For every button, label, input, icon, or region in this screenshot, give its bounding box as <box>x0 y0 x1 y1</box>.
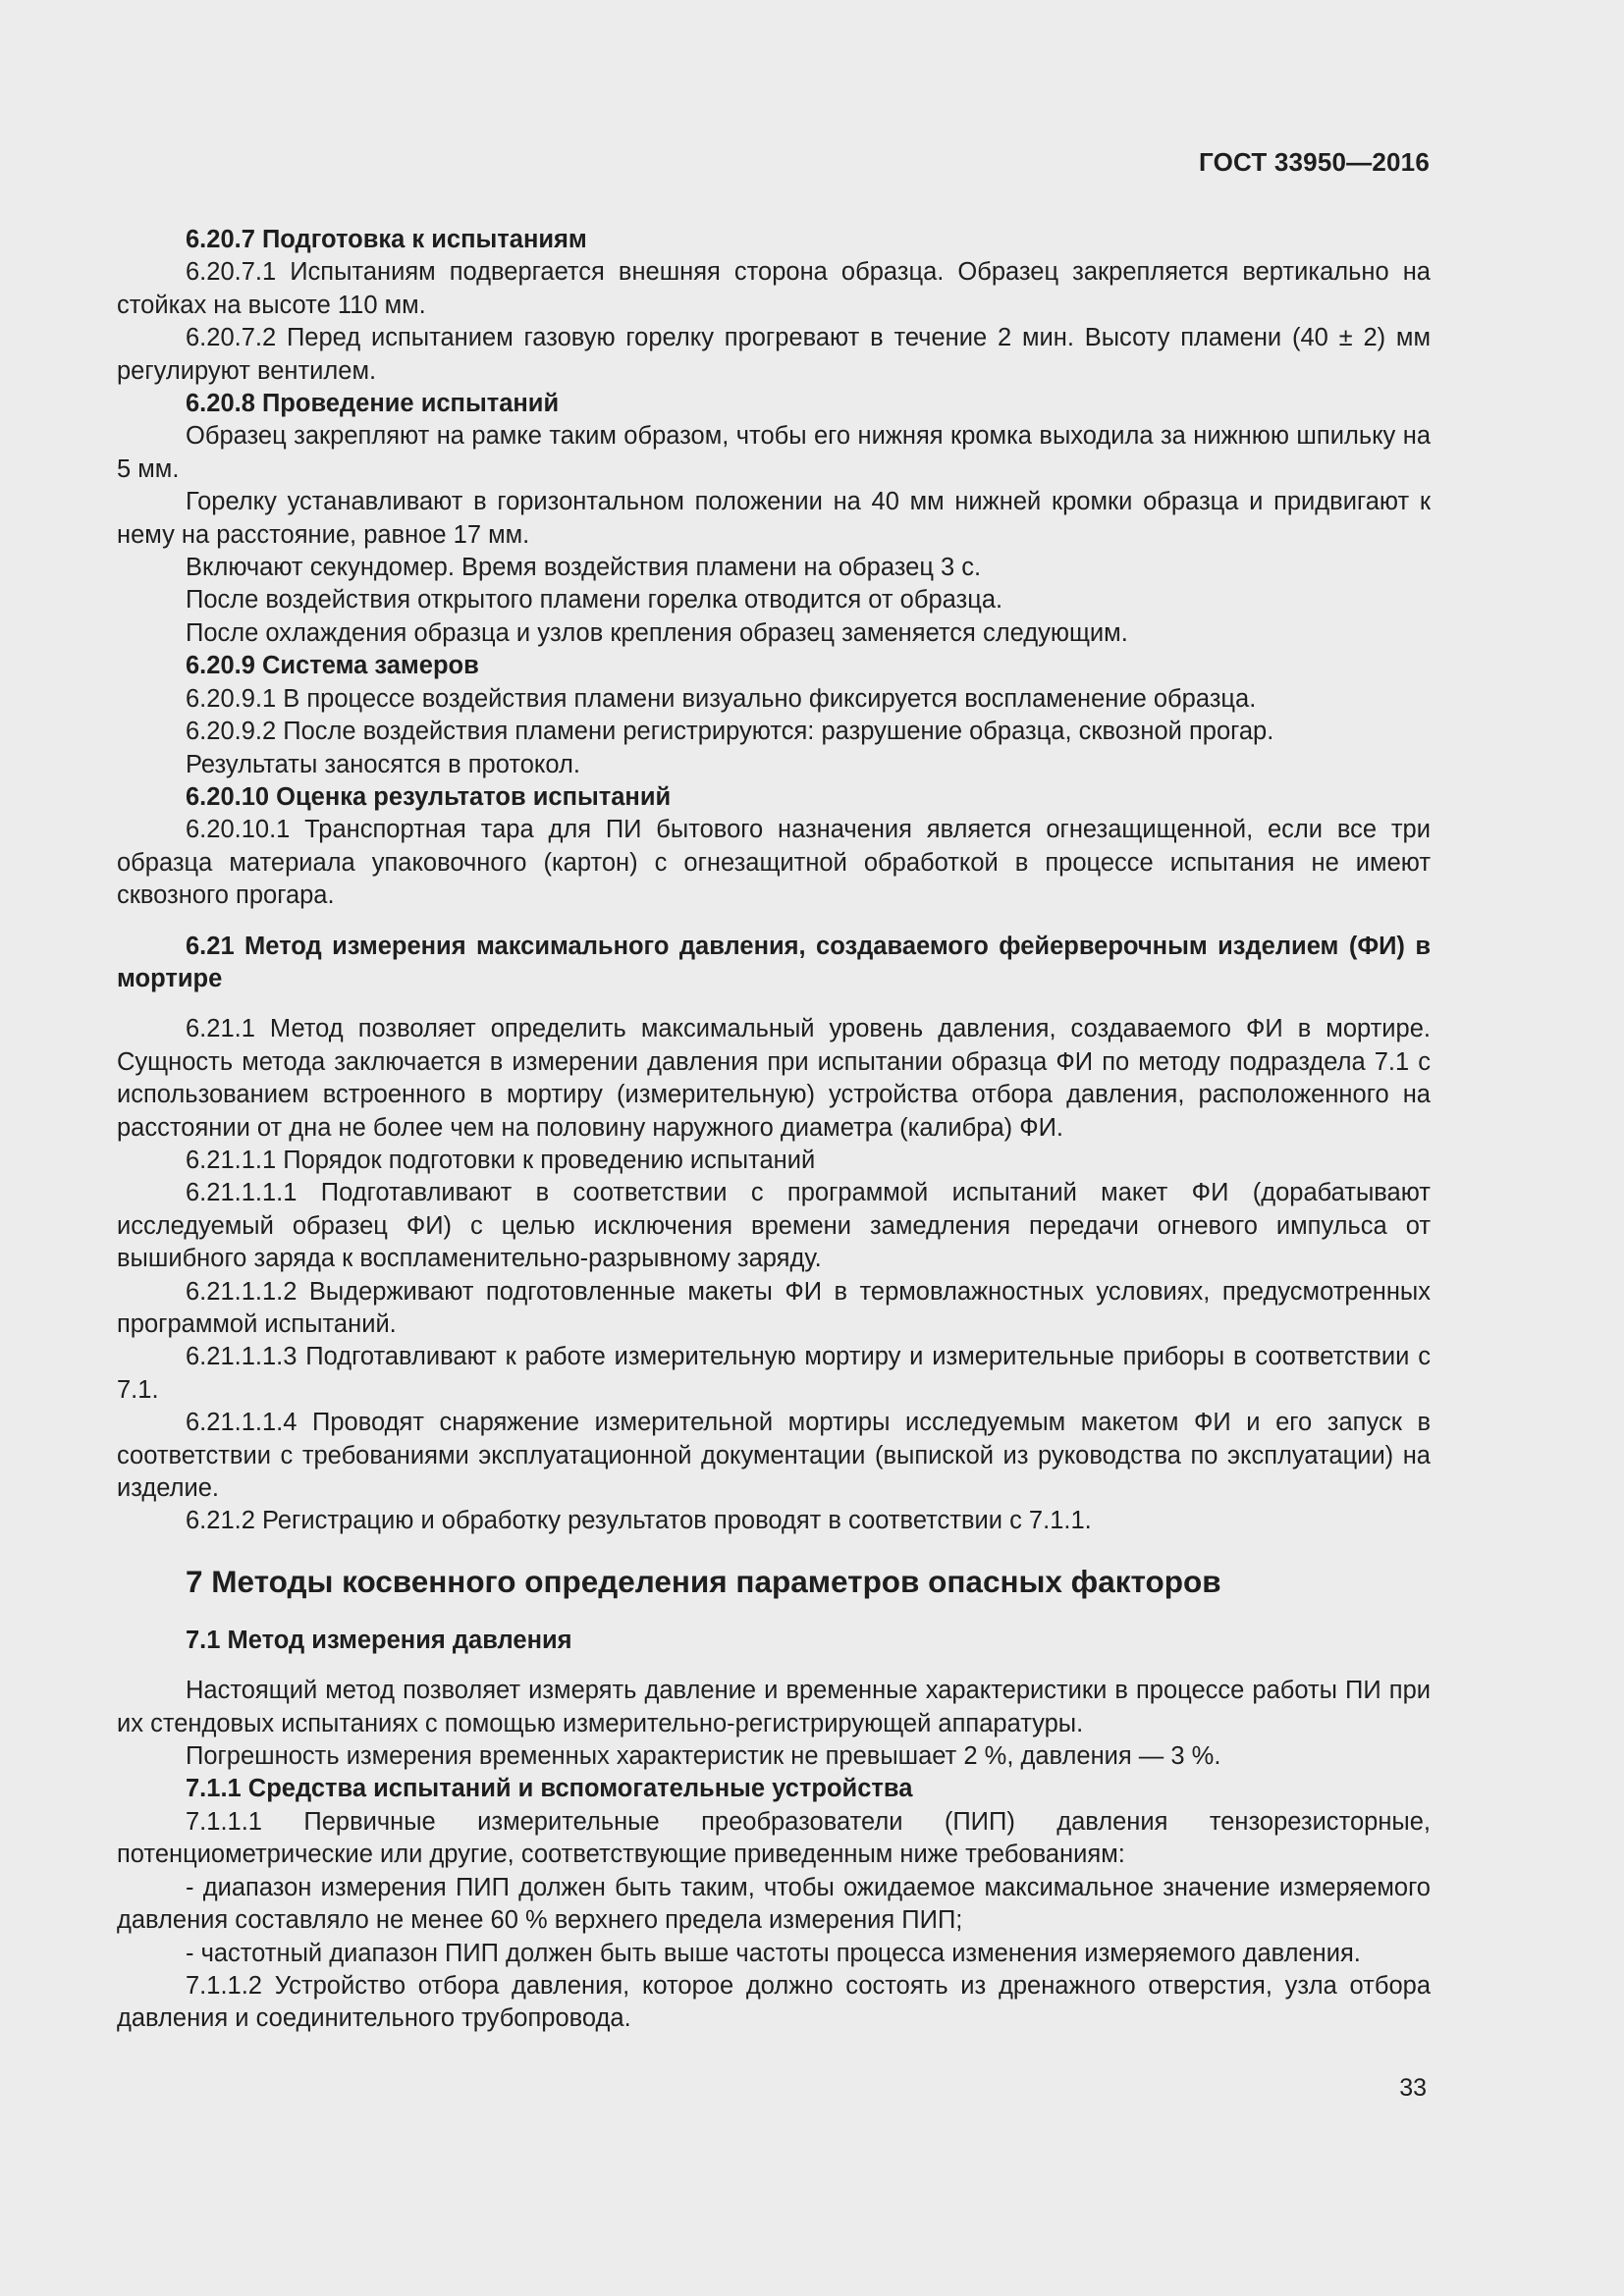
paragraph: 6.20.9.2 После воздействия пламени регистрируются: разрушение образца, сквозной прогар. <box>186 718 1274 746</box>
spacer <box>117 1538 1431 1562</box>
section-heading: 7.1 Метод измерения давления <box>186 1626 572 1654</box>
paragraph: 6.21.1.1 Порядок подготовки к проведению испытаний <box>186 1146 816 1174</box>
spacer <box>117 913 1431 931</box>
paragraph: Горелку устанавливают в горизонтальном положении на 40 мм нижней кромки образца и придвигают к нему на расстояние, равное 17 мм. <box>117 488 1431 549</box>
spacer <box>117 1657 1431 1675</box>
paragraph: - частотный диапазон ПИП должен быть выше частоты процесса изменения измеряемого давления. <box>186 1939 1361 1967</box>
paragraph: После охлаждения образца и узлов крепления образец заменяется следующим. <box>186 618 1128 647</box>
paragraph: 6.21.1.1.4 Проводят снаряжение измерительной мортиры исследуемым макетом ФИ и его запуск в соответствии с требованиями эксплуатационной документации (выпиской из руководства по эксплуатации) на изделие. <box>117 1409 1431 1503</box>
paragraph: - диапазон измерения ПИП должен быть таким, чтобы ожидаемое максимальное значение измеряемого давления составляло не менее 60 % верхнего предела измерения ПИП; <box>117 1873 1431 1935</box>
paragraph: 6.21.2 Регистрацию и обработку результатов проводят в соответствии с 7.1.1. <box>186 1507 1092 1535</box>
paragraph: После воздействия открытого пламени горелка отводится от образца. <box>186 586 1003 614</box>
paragraph: 6.20.7.1 Испытаниям подвергается внешняя сторона образца. Образец закрепляется вертикально на стойках на высоте 110 мм. <box>117 258 1431 319</box>
paragraph: Образец закрепляют на рамке таким образом, чтобы его нижняя кромка выходила за нижнюю шпильку на 5 мм. <box>117 422 1431 483</box>
paragraph: 6.20.10.1 Транспортная тара для ПИ бытового назначения является огнезащищенной, если все три образца материала упаковочного (картон) с огнезащитной обработкой в процессе испытания не имеют сквозного прогара. <box>117 816 1431 910</box>
paragraph: Погрешность измерения временных характеристик не превышает 2 %, давления — 3 %. <box>186 1742 1221 1771</box>
paragraph: 6.21.1.1.1 Подготавливают в соответствии с программой испытаний макет ФИ (дорабатывают исследуемый образец ФИ) с целью исключения времени замедления передачи огневого импульса от вышибного заряда к воспламенительно-разрывному заряду. <box>117 1179 1431 1273</box>
paragraph: Настоящий метод позволяет измерять давление и временные характеристики в процессе работы ПИ при их стендовых испытаниях с помощью измерительно-регистрирующей аппаратуры. <box>117 1677 1431 1737</box>
subsection-heading: 6.21 Метод измерения максимального давления, создаваемого фейерверочным изделием (ФИ) в мортире <box>117 932 1431 992</box>
document-header: ГОСТ 33950—2016 <box>1199 147 1430 177</box>
chapter-heading: 7 Методы косвенного определения параметров опасных факторов <box>186 1563 1221 1599</box>
subsection-heading: 7.1.1 Средства испытаний и вспомогательные устройства <box>186 1775 913 1803</box>
paragraph: 6.21.1 Метод позволяет определить максимальный уровень давления, создаваемого ФИ в мортире. Сущность метода заключается в измерении давления при испытании образца ФИ по методу подраздела 7.1 с использованием встроенного в мортиру (измерительную) устройства отбора давления, расположенного на расстоянии от дна не более чем на половину наружного диаметра (калибра) ФИ. <box>117 1015 1431 1142</box>
page-number: 33 <box>1399 2074 1427 2102</box>
subsection-heading: 6.20.9 Система замеров <box>186 652 479 680</box>
spacer <box>117 995 1431 1013</box>
paragraph: 6.21.1.1.2 Выдерживают подготовленные макеты ФИ в термовлажностных условиях, предусмотренных программой испытаний. <box>117 1277 1431 1338</box>
paragraph: 6.20.7.2 Перед испытанием газовую горелку прогревают в течение 2 мин. Высоту пламени (40 ± 2) мм регулируют вентилем. <box>117 324 1431 385</box>
subsection-heading: 6.20.7 Подготовка к испытаниям <box>186 226 587 253</box>
paragraph: 7.1.1.1 Первичные измерительные преобразователи (ПИП) давления тензорезисторные, потенциометрические или другие, соответствующие приведенным ниже требованиям: <box>117 1807 1431 1869</box>
paragraph: Включают секундомер. Время воздействия пламени на образец 3 с. <box>186 554 982 582</box>
subsection-heading: 6.20.8 Проведение испытаний <box>186 390 560 418</box>
subsection-heading: 6.20.10 Оценка результатов испытаний <box>186 782 672 811</box>
paragraph: 6.20.9.1 В процессе воздействия пламени визуально фиксируется воспламенение образца. <box>186 684 1257 713</box>
spacer <box>117 1601 1431 1625</box>
document-body <box>117 224 1431 2036</box>
paragraph: Результаты заносятся в протокол. <box>186 750 580 778</box>
paragraph: 6.21.1.1.3 Подготавливают к работе измерительную мортиру и измерительные приборы в соответствии с 7.1. <box>117 1343 1431 1404</box>
paragraph: 7.1.1.2 Устройство отбора давления, которое должно состоять из дренажного отверстия, узла отбора давления и соединительного трубопровода. <box>117 1971 1431 2033</box>
